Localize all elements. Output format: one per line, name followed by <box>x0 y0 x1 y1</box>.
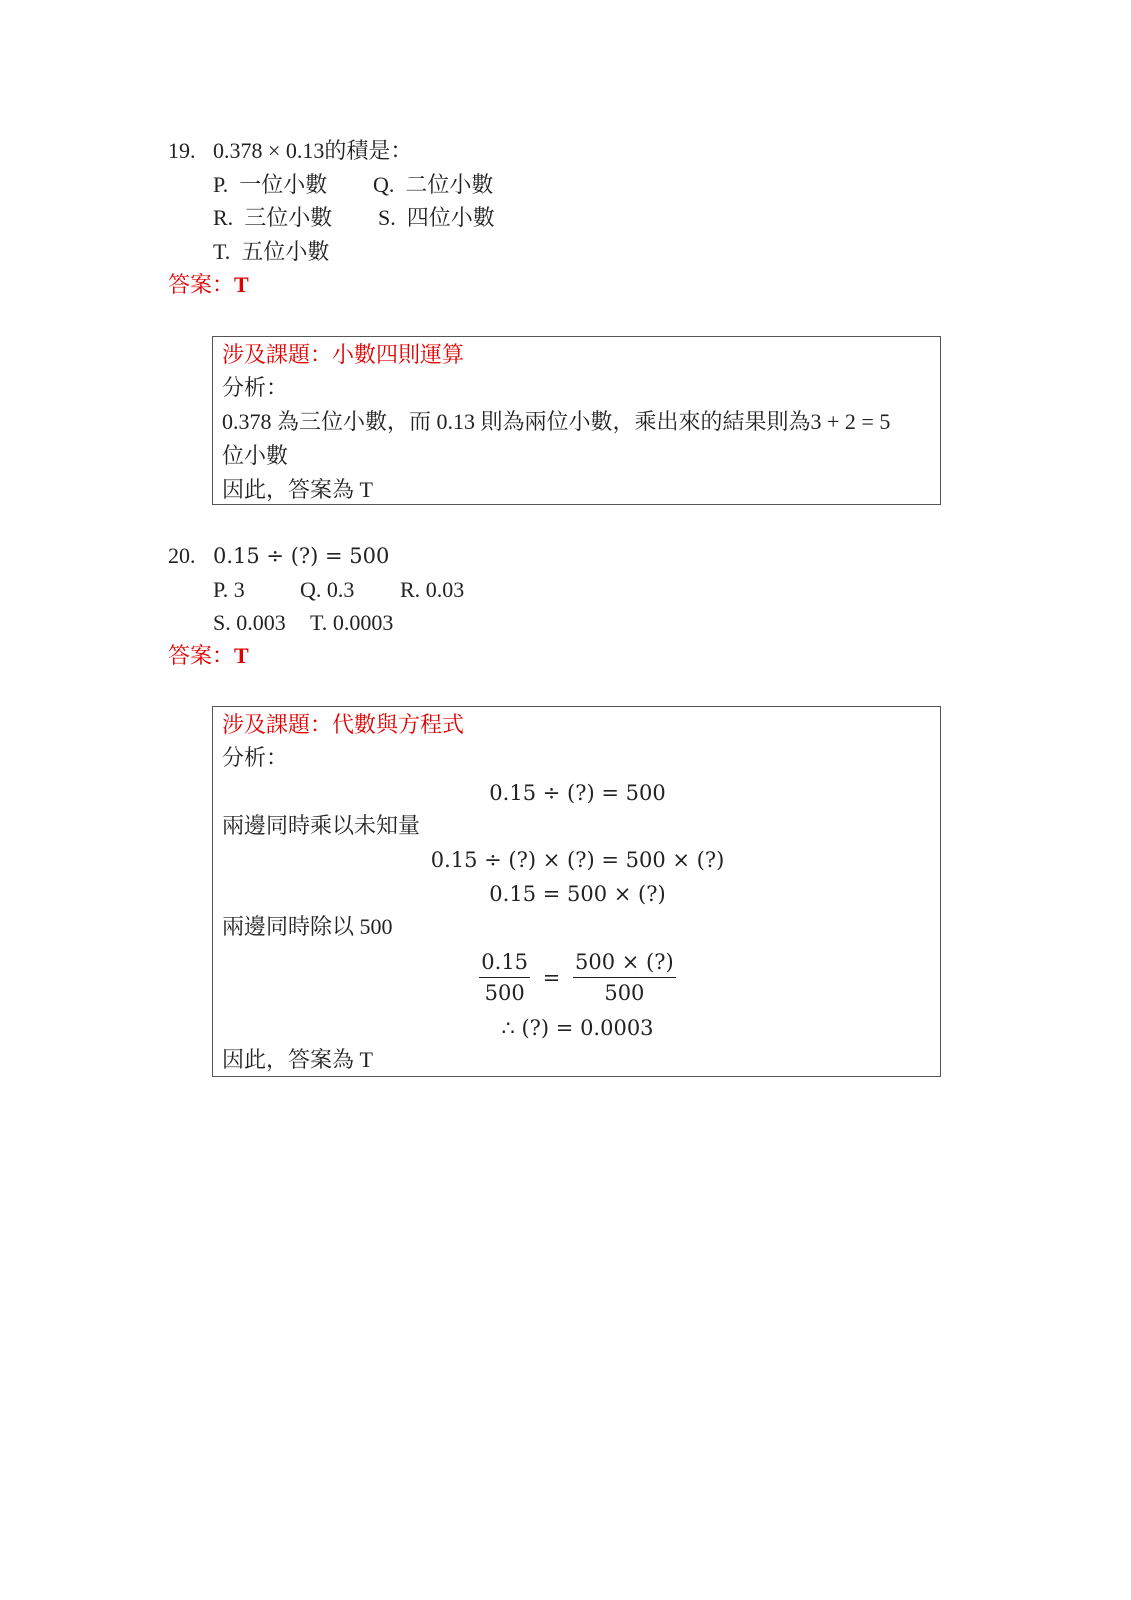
option-letter: R. <box>400 577 421 602</box>
analysis-conclusion: 因此，答案為 T <box>222 477 373 502</box>
option-letter: S. <box>378 205 396 230</box>
question-stem: 0.378 × 0.13的積是： <box>213 138 413 163</box>
option-q <box>373 172 493 198</box>
analysis-conclusion: 因此，答案為 T <box>222 1047 373 1072</box>
answer-value: T <box>234 643 249 668</box>
analysis-text: 0.378 為三位小數，而 0.13 則為兩位小數，乘出來的結果則為3 + 2 = 5 <box>222 409 891 434</box>
question-number: 20. <box>168 543 196 568</box>
denominator: 500 <box>484 981 525 1005</box>
option-r <box>400 577 464 603</box>
fraction-left <box>479 949 530 1006</box>
option-letter: Q. <box>300 577 322 602</box>
analysis-box <box>212 336 941 505</box>
option-text: 一位小數 <box>239 172 328 197</box>
answer-label: 答案： <box>168 272 235 297</box>
option-text: 三位小數 <box>244 205 333 230</box>
equation: ∴ (?) = 0.0003 <box>501 1016 654 1040</box>
option-text: 五位小數 <box>241 239 330 264</box>
option-text: 0.0003 <box>332 610 394 635</box>
option-text: 3 <box>233 577 245 602</box>
analysis-heading: 分析： <box>222 375 289 400</box>
option-letter: R. <box>213 205 234 230</box>
answer-label: 答案： <box>168 643 235 668</box>
numerator: 500 × (?) <box>573 949 676 978</box>
option-letter: P. <box>213 577 229 602</box>
analysis-heading: 分析： <box>222 745 289 770</box>
question-stem: 0.15 ÷ (?) = 500 <box>213 544 390 568</box>
option-text: 0.003 <box>236 610 286 635</box>
option-t <box>310 610 393 636</box>
option-s <box>378 205 495 231</box>
fraction-right <box>573 949 676 1006</box>
option-letter: T. <box>213 239 231 264</box>
analysis-box <box>212 706 941 1077</box>
option-text: 0.3 <box>326 577 355 602</box>
equals-sign: = <box>542 965 561 990</box>
fraction-equation <box>213 949 942 1006</box>
analysis-step: 兩邊同時除以 500 <box>222 914 393 939</box>
analysis-text: 位小數 <box>222 443 289 468</box>
denominator: 500 <box>604 981 645 1005</box>
numerator: 0.15 <box>479 949 530 978</box>
option-q <box>300 577 354 603</box>
analysis-step: 兩邊同時乘以未知量 <box>222 813 421 838</box>
option-letter: Q. <box>373 172 395 197</box>
question-number: 19. <box>168 138 196 163</box>
equation: 0.15 = 500 × (?) <box>489 882 666 906</box>
answer-line <box>168 272 249 298</box>
option-text: 0.03 <box>425 577 465 602</box>
option-letter: P. <box>213 172 229 197</box>
option-p <box>213 172 327 198</box>
option-r <box>213 205 332 231</box>
topic-heading: 涉及課題：小數四則運算 <box>222 342 465 367</box>
equation: 0.15 ÷ (?) = 500 <box>489 781 666 805</box>
option-t <box>213 239 329 265</box>
answer-line <box>168 643 249 669</box>
option-s <box>213 610 286 636</box>
topic-heading: 涉及課題：代數與方程式 <box>222 712 465 737</box>
option-letter: T. <box>310 610 328 635</box>
option-text: 二位小數 <box>405 172 494 197</box>
option-letter: S. <box>213 610 231 635</box>
equation: 0.15 ÷ (?) × (?) = 500 × (?) <box>430 848 725 872</box>
option-p <box>213 577 245 603</box>
answer-value: T <box>234 272 249 297</box>
option-text: 四位小數 <box>406 205 495 230</box>
